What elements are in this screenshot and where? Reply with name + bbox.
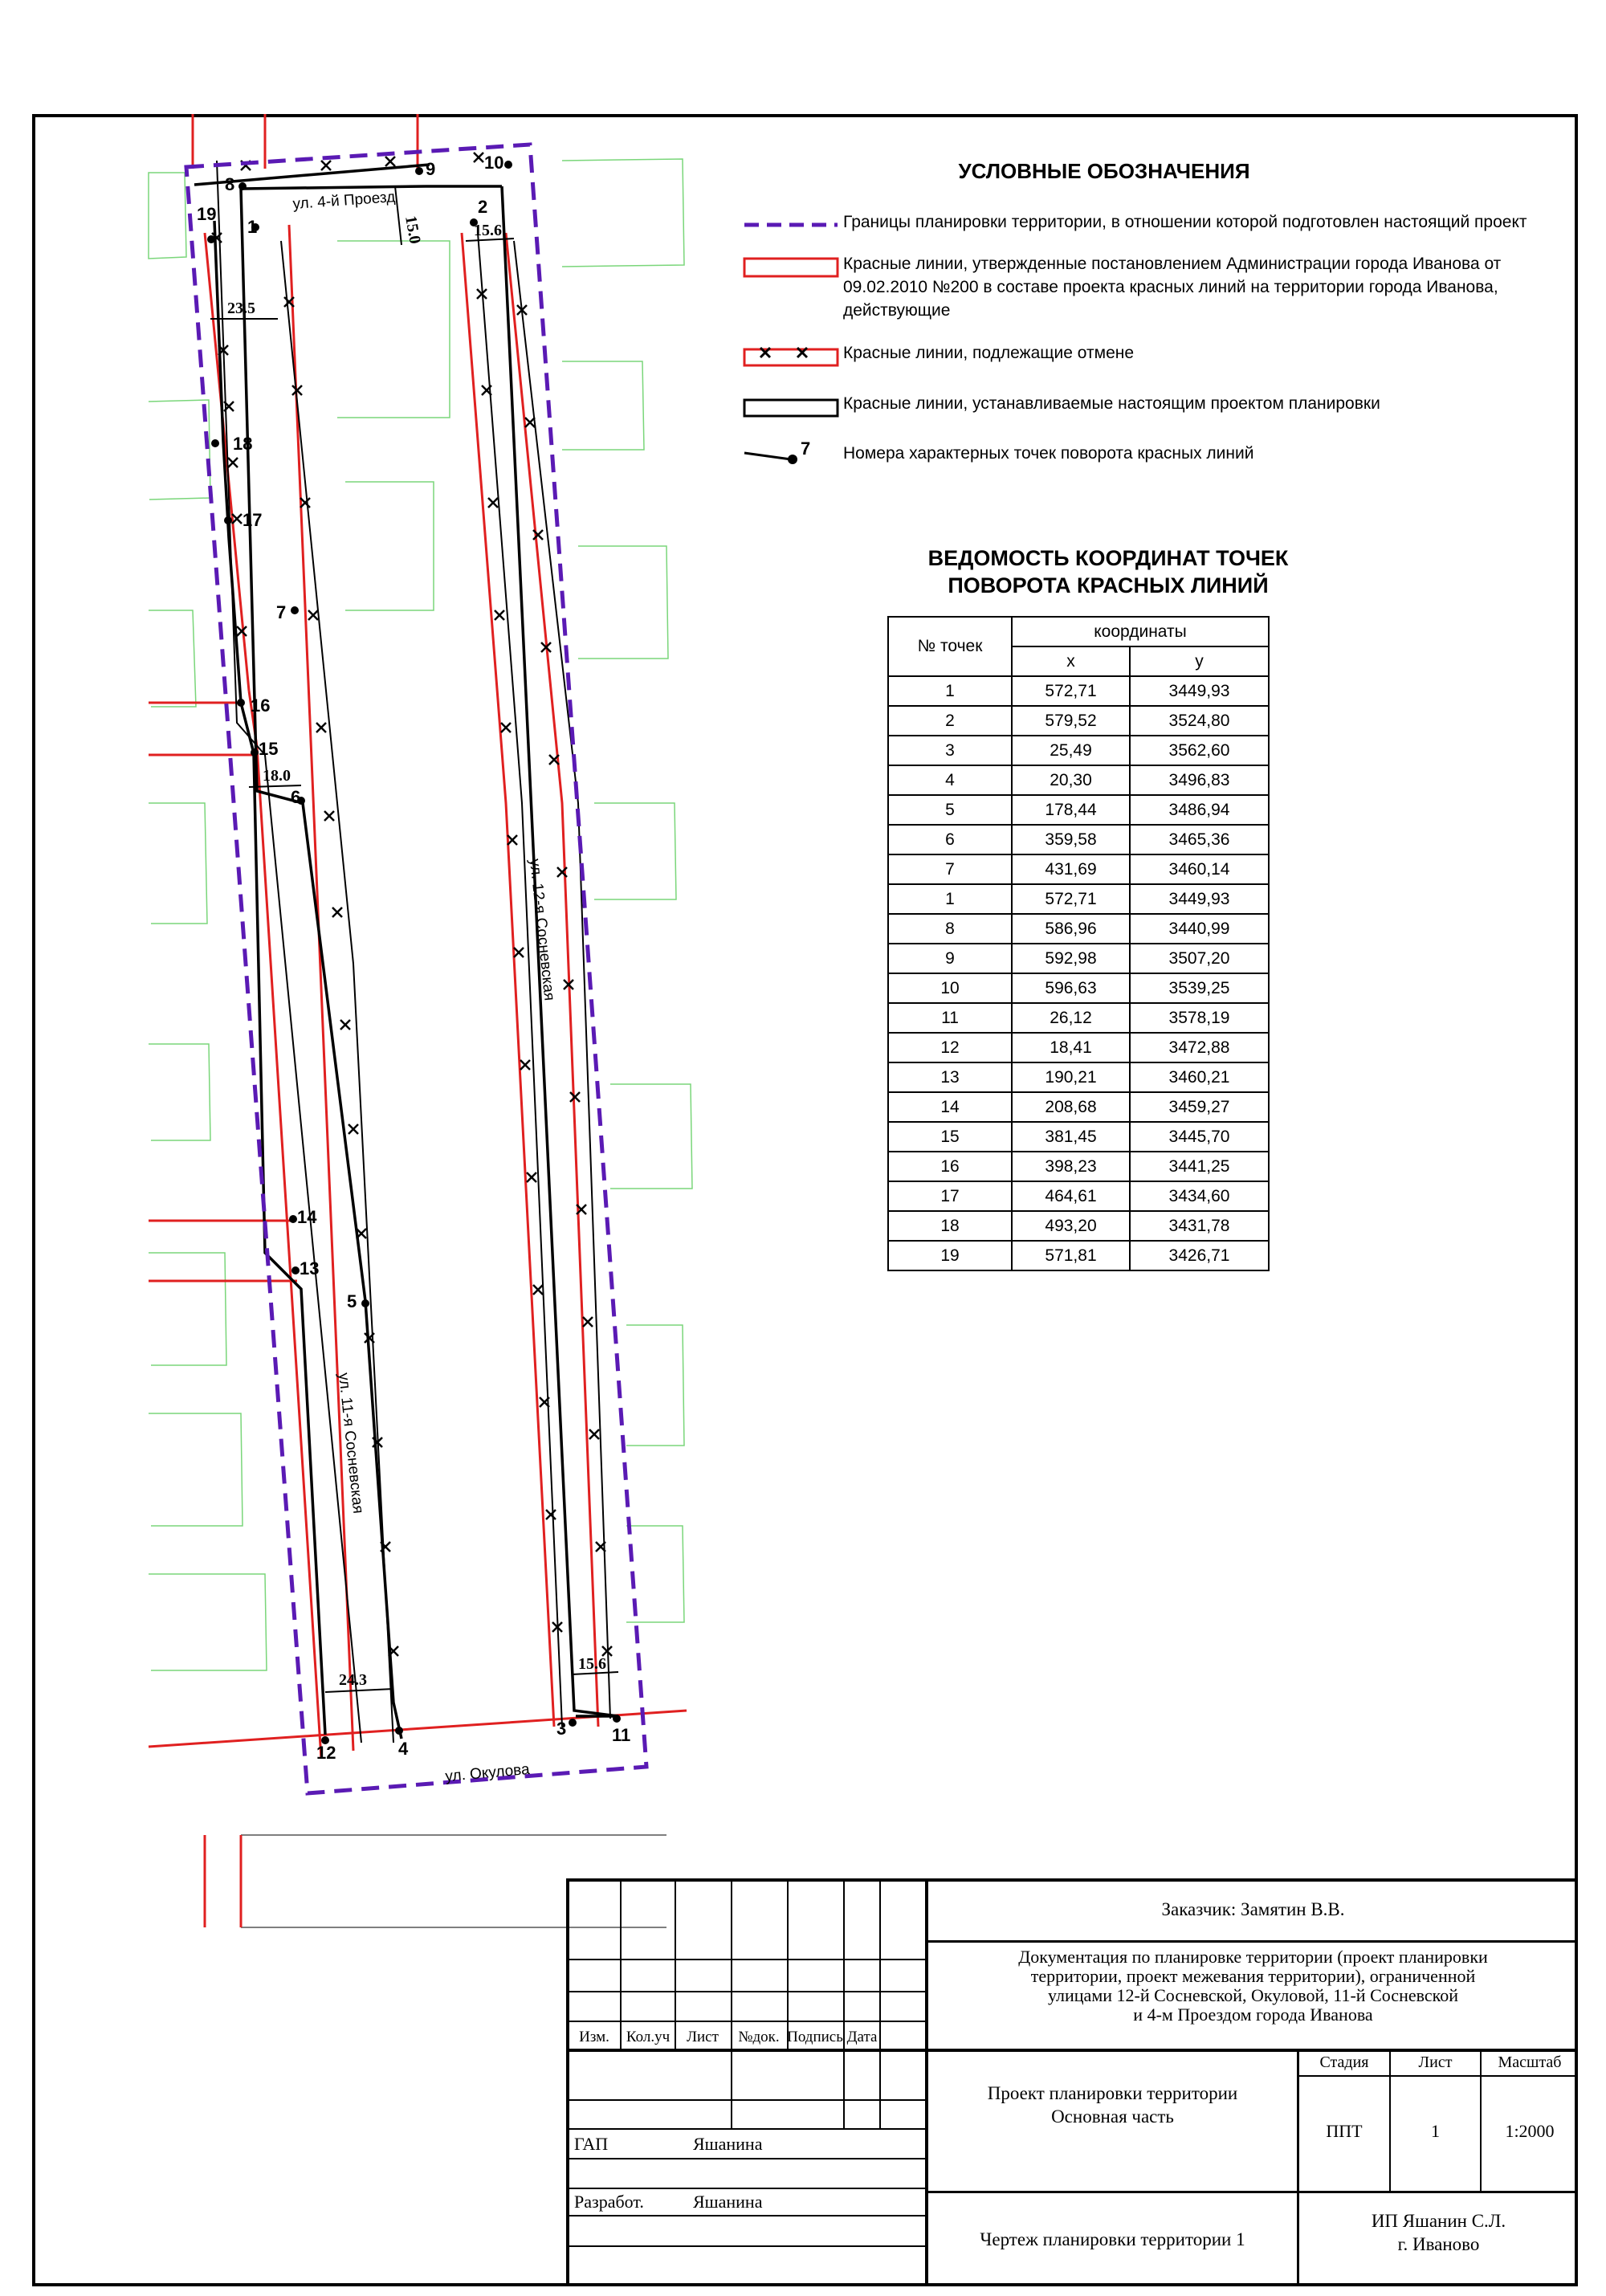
doc-title [928, 1947, 1578, 2025]
header-x: x [1012, 646, 1130, 676]
point-number-cell: 12 [888, 1033, 1012, 1062]
y-coord-cell: 3465,36 [1130, 825, 1269, 854]
legend-item-boundary [743, 210, 1562, 259]
table-row [888, 884, 1269, 914]
name-razrab: Яшанина [693, 2192, 763, 2212]
table-row [888, 706, 1269, 736]
svg-text:7: 7 [801, 442, 811, 459]
legend-item-existing-red [743, 252, 1562, 320]
coords-table-title [867, 544, 1349, 599]
x-coord-cell: 398,23 [1012, 1152, 1130, 1181]
header-coords: координаты [1012, 617, 1269, 646]
x-coord-cell: 208,68 [1012, 1092, 1130, 1122]
point-number-cell: 1 [888, 676, 1012, 706]
sheet-label: Лист [1418, 2053, 1453, 2071]
project-line2: Основная часть [1051, 2106, 1174, 2127]
point-label-7: 7 [276, 602, 287, 622]
table-row [888, 1062, 1269, 1092]
table-row [888, 1122, 1269, 1152]
name-gap: Яшанина [693, 2134, 763, 2154]
legend-item-points [743, 442, 1562, 490]
x-coord-cell: 190,21 [1012, 1062, 1130, 1092]
legend-item-new [743, 392, 1562, 440]
black-double-line-icon [743, 392, 839, 424]
table-row [888, 825, 1269, 854]
table-row [888, 736, 1269, 765]
cadastral-background [149, 159, 692, 1670]
table-row [888, 854, 1269, 884]
x-coord-cell: 26,12 [1012, 1003, 1130, 1033]
point-number-cell: 2 [888, 706, 1012, 736]
col-podpis: Подпись [787, 2029, 843, 2045]
point-label-4: 4 [398, 1739, 409, 1759]
table-row [888, 1092, 1269, 1122]
street-label-4th-proezd: ул. 4-й Проезд [291, 189, 396, 213]
x-coord-cell: 464,61 [1012, 1181, 1130, 1211]
y-coord-cell: 3431,78 [1130, 1211, 1269, 1241]
y-coord-cell: 3426,71 [1130, 1241, 1269, 1270]
col-izm: Изм. [579, 2029, 609, 2045]
y-coord-cell: 3460,21 [1130, 1062, 1269, 1092]
point-label-10: 10 [484, 153, 504, 173]
point-number-cell: 4 [888, 765, 1012, 795]
point-number-cell: 5 [888, 795, 1012, 825]
table-row [888, 1181, 1269, 1211]
dim-label-15-6-bottom: 15.6 [578, 1655, 606, 1673]
x-coord-cell: 18,41 [1012, 1033, 1130, 1062]
point-label-1: 1 [247, 217, 258, 237]
table-row [888, 795, 1269, 825]
x-coord-cell: 579,52 [1012, 706, 1130, 736]
point-label-11: 11 [612, 1725, 631, 1745]
point-number-cell: 15 [888, 1122, 1012, 1152]
x-coord-cell: 493,20 [1012, 1211, 1130, 1241]
col-ndok: №док. [738, 2029, 780, 2045]
street-label-12th-sosnevskaya: ул. 12-я Сосневская [526, 858, 558, 1002]
x-coord-cell: 381,45 [1012, 1122, 1130, 1152]
dim-label-15-6-top: 15.6 [474, 222, 502, 239]
point-number-cell: 8 [888, 914, 1012, 944]
point-number-cell: 17 [888, 1181, 1012, 1211]
point-label-3: 3 [556, 1719, 567, 1739]
dashed-purple-line-icon [743, 210, 839, 243]
y-coord-cell: 3562,60 [1130, 736, 1269, 765]
table-row [888, 973, 1269, 1003]
header-y: y [1130, 646, 1269, 676]
col-list: Лист [687, 2029, 719, 2045]
role-gap: ГАП [574, 2134, 609, 2154]
table-row [888, 765, 1269, 795]
y-coord-cell: 3578,19 [1130, 1003, 1269, 1033]
new-red-lines [194, 165, 618, 1739]
y-coord-cell: 3524,80 [1130, 706, 1269, 736]
y-coord-cell: 3496,83 [1130, 765, 1269, 795]
point-number-cell: 7 [888, 854, 1012, 884]
point-label-6: 6 [291, 787, 301, 807]
scale-label: Масштаб [1498, 2053, 1562, 2071]
point-label-17: 17 [243, 510, 263, 530]
x-coord-cell: 592,98 [1012, 944, 1130, 973]
legend-text-existing-red: Красные линии, утвержденные постановлением Администрации города Иванова от 09.02.2010 №200 в составе проекта красных линий на территории города Иванова, действующие [843, 255, 1502, 320]
y-coord-cell: 3445,70 [1130, 1122, 1269, 1152]
y-coord-cell: 3460,14 [1130, 854, 1269, 884]
legend-text-boundary: Границы планировки территории, в отношении которой подготовлен настоящий проект [843, 213, 1527, 231]
point-label-19: 19 [197, 204, 217, 224]
doc-title-line4: и 4-м Проездом города Иванова [1133, 2004, 1373, 2025]
stage-value: ППТ [1326, 2121, 1363, 2141]
point-number-cell: 14 [888, 1092, 1012, 1122]
red-double-line-icon [743, 252, 839, 284]
y-coord-cell: 3472,88 [1130, 1033, 1269, 1062]
x-coord-cell: 571,81 [1012, 1241, 1130, 1270]
org-line2: г. Иваново [1397, 2234, 1480, 2254]
dimension-lines [210, 186, 618, 1692]
point-number-cell: 9 [888, 944, 1012, 973]
x-coord-cell: 596,63 [1012, 973, 1130, 1003]
org-line1: ИП Яшанин С.Л. [1371, 2211, 1506, 2231]
scale-value: 1:2000 [1505, 2121, 1555, 2141]
role-razrab: Разработ. [574, 2192, 644, 2212]
x-coord-cell: 431,69 [1012, 854, 1130, 884]
dim-label-18-0: 18.0 [263, 767, 291, 785]
sheet-value: 1 [1431, 2121, 1440, 2141]
table-row [888, 944, 1269, 973]
x-coord-cell: 359,58 [1012, 825, 1130, 854]
coords-table-title-line2: ПОВОРОТА КРАСНЫХ ЛИНИЙ [948, 573, 1269, 597]
point-number-cell: 13 [888, 1062, 1012, 1092]
street-label-okulova: ул. Окулова [444, 1760, 531, 1785]
y-coord-cell: 3441,25 [1130, 1152, 1269, 1181]
point-number-cell: 6 [888, 825, 1012, 854]
planning-boundary [186, 145, 646, 1793]
table-row [888, 676, 1269, 706]
point-label-12: 12 [316, 1743, 336, 1763]
street-label-11th-sosnevskaya: ул. 11-я Сосневская [335, 1372, 367, 1515]
point-label-13: 13 [300, 1258, 320, 1279]
coords-table-title-line1: ВЕДОМОСТЬ КООРДИНАТ ТОЧЕК [927, 546, 1289, 570]
point-marker-icon [743, 442, 839, 474]
doc-title-line1: Документация по планировке территории (проект планировки [1018, 1947, 1488, 1967]
header-points: № точек [888, 617, 1012, 676]
coords-table-body [888, 676, 1269, 1270]
col-data: Дата [846, 2029, 878, 2045]
y-coord-cell: 3434,60 [1130, 1181, 1269, 1211]
stage-label: Стадия [1319, 2053, 1369, 2071]
organization [1299, 2209, 1578, 2256]
x-coord-cell: 572,71 [1012, 884, 1130, 914]
point-number-cell: 11 [888, 1003, 1012, 1033]
title-block [566, 1878, 1578, 2286]
x-coord-cell: 572,71 [1012, 676, 1130, 706]
doc-title-line3: улицами 12-й Сосневской, Окуловой, 11-й Сосневской [1048, 1985, 1458, 2005]
customer: Заказчик: Замятин В.В. [1161, 1899, 1345, 1919]
doc-title-line2: территории, проект межевания территории), ограниченной [1030, 1966, 1476, 1986]
red-line-crosses-icon [743, 341, 839, 373]
x-coord-cell: 20,30 [1012, 765, 1130, 795]
point-label-18: 18 [233, 434, 253, 454]
point-number-cell: 10 [888, 973, 1012, 1003]
y-coord-cell: 3449,93 [1130, 884, 1269, 914]
point-label-9: 9 [426, 159, 436, 179]
col-kolych: Кол.уч [626, 2029, 671, 2045]
x-coord-cell: 178,44 [1012, 795, 1130, 825]
y-coord-cell: 3486,94 [1130, 795, 1269, 825]
point-number-cell: 19 [888, 1241, 1012, 1270]
table-row [888, 1241, 1269, 1270]
project-name [928, 2082, 1297, 2128]
legend-text-cancel: Красные линии, подлежащие отмене [843, 344, 1135, 362]
dim-label-23-5: 23.5 [227, 300, 255, 317]
project-line1: Проект планировки территории [987, 2083, 1238, 2103]
table-row [888, 1152, 1269, 1181]
table-row [888, 914, 1269, 944]
dim-label-15-0: 15.0 [402, 214, 424, 246]
point-label-8: 8 [225, 174, 235, 194]
cross-markers [212, 153, 612, 1656]
legend-text-points: Номера характерных точек поворота красных линий [843, 444, 1254, 463]
point-label-16: 16 [251, 695, 271, 716]
table-row [888, 1003, 1269, 1033]
legend-title: УСЛОВНЫЕ ОБОЗНАЧЕНИЯ [958, 159, 1250, 183]
y-coord-cell: 3449,93 [1130, 676, 1269, 706]
point-label-14: 14 [297, 1207, 317, 1227]
y-coord-cell: 3539,25 [1130, 973, 1269, 1003]
drawing-name: Чертеж планировки территории 1 [980, 2229, 1245, 2249]
dim-label-24-3: 24.3 [339, 1671, 367, 1689]
point-number-cell: 1 [888, 884, 1012, 914]
x-coord-cell: 25,49 [1012, 736, 1130, 765]
table-row [888, 1211, 1269, 1241]
coords-table [887, 616, 1270, 1271]
x-coord-cell: 586,96 [1012, 914, 1130, 944]
table-row [888, 1033, 1269, 1062]
y-coord-cell: 3459,27 [1130, 1092, 1269, 1122]
legend-text-new: Красные линии, устанавливаемые настоящим проектом планировки [843, 394, 1380, 413]
legend-item-cancel [743, 341, 1562, 389]
y-coord-cell: 3507,20 [1130, 944, 1269, 973]
point-label-5: 5 [347, 1291, 357, 1311]
point-label-15: 15 [259, 739, 279, 759]
point-number-cell: 18 [888, 1211, 1012, 1241]
y-coord-cell: 3440,99 [1130, 914, 1269, 944]
point-label-2: 2 [478, 197, 488, 217]
point-number-cell: 3 [888, 736, 1012, 765]
point-number-cell: 16 [888, 1152, 1012, 1181]
